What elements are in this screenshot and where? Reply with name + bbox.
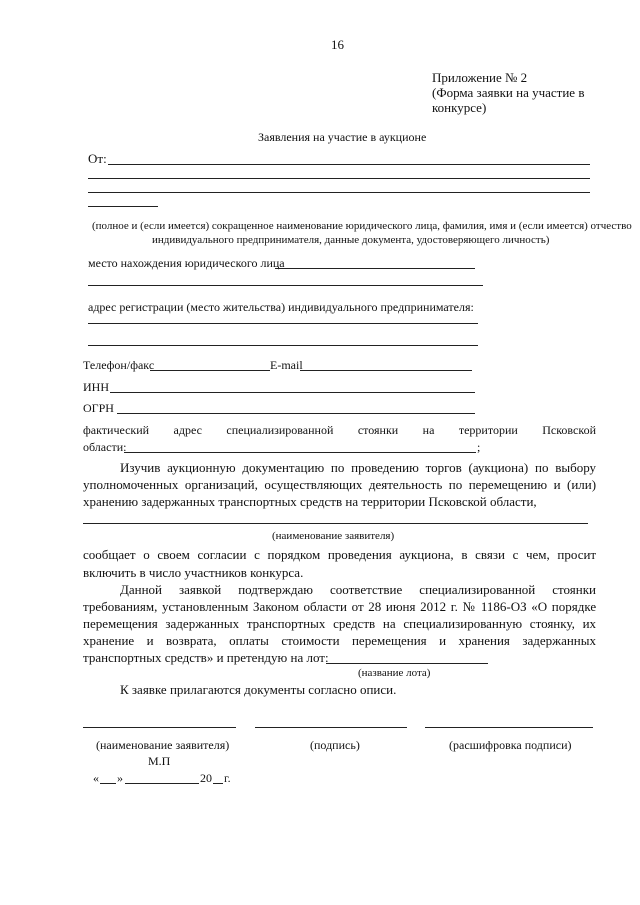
body-word: своем (157, 547, 190, 562)
actual-address-word: стоянки (357, 423, 399, 437)
inn-field[interactable] (110, 392, 475, 393)
body-word: и (146, 633, 154, 648)
body-word: № (462, 599, 477, 614)
body3-line-5: транспортных средств» и претендую на лот: (83, 650, 329, 665)
body-word: о (143, 547, 150, 562)
body-word: организаций, (184, 477, 258, 492)
body-word: сообщает (83, 547, 136, 562)
registration-address-label: адрес регистрации (место жительства) индивидуального предпринимателя: (88, 300, 474, 314)
body-word: торгов (425, 460, 462, 475)
registration-address-field-line-2[interactable] (88, 345, 478, 346)
applicant-name-field[interactable] (83, 523, 588, 524)
from-label: От: (88, 151, 107, 166)
appendix-line-1: Приложение № 2 (432, 70, 528, 85)
ogrn-field[interactable] (117, 413, 475, 414)
body-word: стоимости (281, 633, 340, 648)
email-label: E-mail (270, 358, 303, 372)
legal-address-label: место нахождения юридического лица (88, 256, 285, 270)
body-word: задержанных (522, 633, 597, 648)
body-word: аукционную (167, 460, 236, 475)
body3-line-4 (83, 634, 596, 647)
actual-address-word: специализированной (226, 423, 334, 437)
legal-address-field-line-1[interactable] (275, 268, 475, 269)
body-word: 2012 (420, 599, 447, 614)
actual-address-line-1 (83, 424, 596, 436)
body3-line-1 (120, 583, 596, 596)
body-word: требованиям, (83, 599, 158, 614)
date-close-quote: » (117, 771, 123, 785)
appendix-line-3: конкурсе) (432, 100, 487, 115)
body-word: перемещения (351, 633, 427, 648)
date-year-prefix: 20 (200, 771, 212, 785)
signature-name-hint: (наименование заявителя) (96, 738, 230, 752)
body1-line-2 (83, 478, 596, 491)
body-word: г. (450, 599, 458, 614)
date-day-field[interactable] (100, 783, 116, 784)
body-word: их (582, 616, 597, 631)
appendix-line-2: (Форма заявки на участие в (432, 85, 585, 100)
body-word: просит (557, 547, 597, 562)
body-word: задержанных (165, 616, 240, 631)
applicant-name-hint: (наименование заявителя) (272, 530, 395, 542)
body-word: с (512, 547, 519, 562)
from-field-line-4[interactable] (88, 206, 158, 207)
date-open-quote: « (93, 771, 99, 785)
body-word: Данной (120, 582, 163, 597)
body-word: специализированной (419, 582, 536, 597)
body-word: и (553, 477, 561, 492)
body-word: 1186-ОЗ (480, 599, 527, 614)
body-word: связи (475, 547, 505, 562)
body-word: области (303, 599, 347, 614)
body-word: от (351, 599, 364, 614)
legal-address-field-line-2[interactable] (88, 285, 483, 286)
body-word: согласии (197, 547, 247, 562)
actual-address-word: Псковской (542, 423, 596, 437)
applicant-hint-line-2: индивидуального предпринимателя, данные документа, удостоверяющего личность) (152, 234, 550, 246)
body-word: Законом (253, 599, 299, 614)
body-word: уполномоченных (83, 477, 179, 492)
phone-label: Телефон/факс (83, 358, 155, 372)
body-word: выбору (555, 460, 597, 475)
actual-address-word: на (422, 423, 435, 437)
signature-decoding-field[interactable] (425, 727, 593, 728)
body1-line-1 (120, 461, 596, 474)
signature-hint: (подпись) (310, 738, 360, 752)
body-word: стоянку, (529, 616, 575, 631)
stamp-label: М.П (148, 754, 171, 768)
page-number: 16 (331, 37, 344, 52)
body-word: (аукциона) (468, 460, 529, 475)
from-field-line-3[interactable] (88, 192, 590, 193)
registration-address-field-line-1[interactable] (88, 323, 478, 324)
body-word: оплаты (229, 633, 269, 648)
body-word: проведения (327, 547, 392, 562)
from-field-line-2[interactable] (88, 178, 590, 179)
body-word: на (382, 616, 396, 631)
signature-field[interactable] (255, 727, 407, 728)
body-word: чем, (525, 547, 550, 562)
signature-name-field[interactable] (83, 727, 236, 728)
from-field-line-1[interactable] (108, 164, 590, 165)
body-word: стоянки (552, 582, 597, 597)
body-word: по (534, 460, 549, 475)
actual-address-word: территории (458, 423, 518, 437)
date-year-field[interactable] (213, 783, 223, 784)
attachments-text: К заявке прилагаются документы согласно описи. (120, 682, 397, 697)
lot-name-field[interactable] (326, 663, 488, 664)
body-word: хранение (83, 633, 135, 648)
body-word: (или) (567, 477, 597, 492)
signature-decoding-hint: (расшифровка подписи) (449, 738, 572, 752)
body-word: заявкой (179, 582, 222, 597)
body-word: документацию (242, 460, 325, 475)
body-word: перемещению (468, 477, 548, 492)
body-word: и (439, 633, 447, 648)
body-word: деятельность (368, 477, 443, 492)
body-word: 28 (368, 599, 382, 614)
body-word: июня (385, 599, 416, 614)
form-title: Заявления на участие в аукционе (258, 130, 427, 144)
body-word: хранения (458, 633, 510, 648)
body-word: порядком (267, 547, 321, 562)
body-word: в (461, 547, 468, 562)
body1-line-3: хранению задержанных транспортных средств на территории Псковской области, (83, 494, 537, 509)
body-word: по (448, 477, 463, 492)
body2-line-2: включить в число участников конкурса. (83, 565, 304, 580)
body-word: установленным (161, 599, 249, 614)
body2-line-1 (83, 548, 596, 561)
body-word: соответствие (330, 582, 403, 597)
date-year-suffix: г. (224, 771, 231, 785)
body-word: проведению (351, 460, 419, 475)
body-word: с (254, 547, 260, 562)
email-field[interactable] (300, 370, 472, 371)
actual-address-field[interactable] (124, 452, 476, 453)
body3-line-3 (83, 617, 596, 630)
actual-address-end: ; (477, 440, 481, 454)
body-word: «О (531, 599, 548, 614)
body-word: подтверждаю (238, 582, 313, 597)
body-word: транспортных (246, 616, 326, 631)
actual-address-word: адрес (173, 423, 202, 437)
body-word: Изучив (120, 460, 161, 475)
body-word: осуществляющих (264, 477, 363, 492)
lot-name-hint: (название лота) (358, 667, 431, 679)
body-word: перемещения (83, 616, 158, 631)
body-word: возврата, (166, 633, 217, 648)
actual-address-word: фактический (83, 423, 150, 437)
date-month-field[interactable] (125, 783, 199, 784)
body-word: аукциона, (399, 547, 454, 562)
applicant-hint-line-1: (полное и (если имеется) сокращенное наименование юридического лица, фамилия, имя и (если имеется) отчество (92, 220, 632, 232)
ogrn-label: ОГРН (83, 401, 114, 415)
body-word: порядке (551, 599, 597, 614)
inn-label: ИНН (83, 380, 109, 394)
phone-field[interactable] (150, 370, 270, 371)
body-word: по (330, 460, 345, 475)
actual-address-region-label: области: (83, 440, 127, 454)
body3-line-2 (83, 600, 596, 613)
body-word: средств (333, 616, 376, 631)
body-word: специализированную (403, 616, 523, 631)
